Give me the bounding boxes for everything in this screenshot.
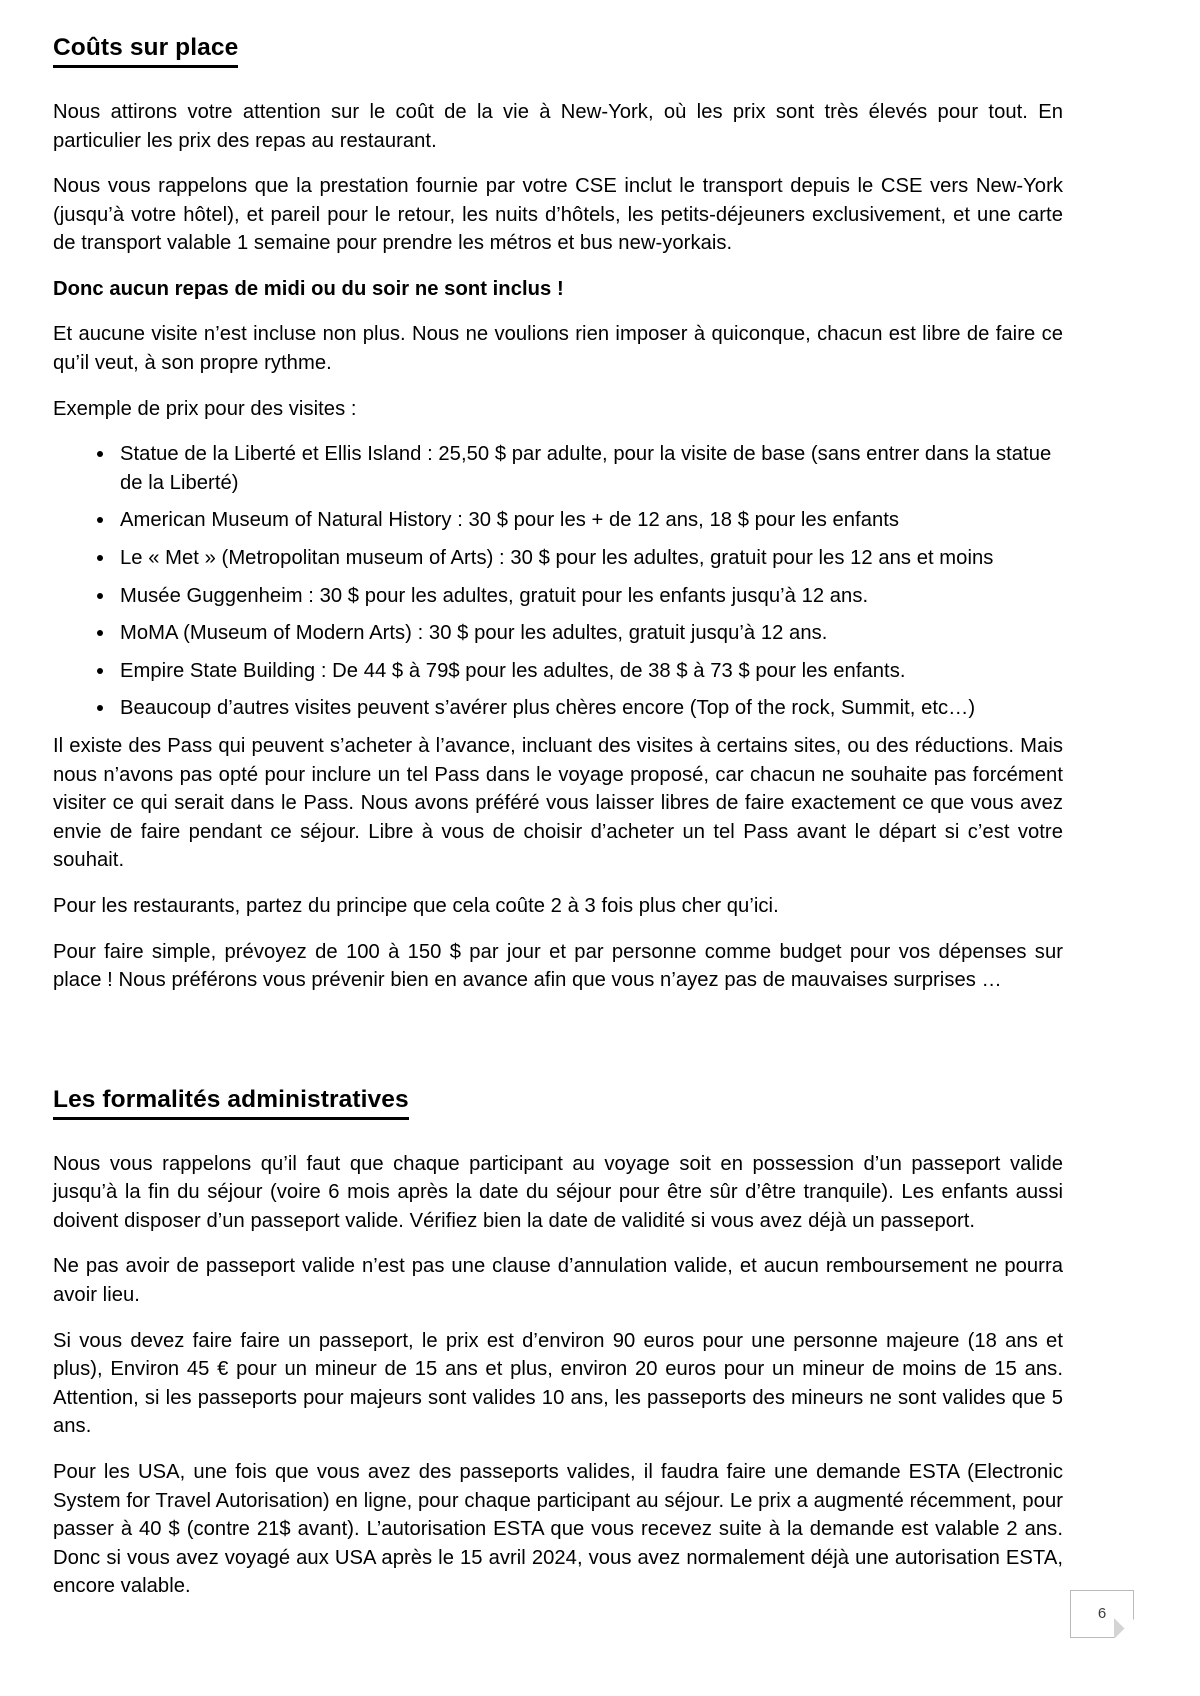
list-item-label: Le « Met » (Metropolitan museum of Arts) : 30 $ pour les adultes, gratuit pour les 12 ans et moins <box>120 547 994 570</box>
list-item <box>53 657 1063 686</box>
page-number-badge <box>1070 1590 1134 1638</box>
paragraph-no-refund: Ne pas avoir de passeport valide n’est pas une clause d’annulation valide, et aucun remboursement ne pourra avoir lieu. <box>53 1255 1063 1307</box>
bullet-dot-icon <box>97 555 103 561</box>
section-heading-costs-wrap <box>53 34 1063 84</box>
bullet-dot-icon <box>97 630 103 636</box>
bullet-dot-icon <box>97 668 103 674</box>
list-item-label: Beaucoup d’autres visites peuvent s’avérer plus chères encore (Top of the rock, Summit, etc…) <box>120 697 976 720</box>
paragraph-daily-budget: Pour faire simple, prévoyez de 100 à 150 $ par jour et par personne comme budget pour vos dépenses sur place ! Nous préférons vous prévenir bien en avance afin que vous n’ayez pas de mauvaises surprises … <box>53 940 1063 992</box>
list-item-label: Musée Guggenheim : 30 $ pour les adultes, gratuit pour les enfants jusqu’à 12 ans. <box>120 584 869 607</box>
list-item <box>53 506 1063 535</box>
list-item <box>53 582 1063 611</box>
bullet-dot-icon <box>97 517 103 523</box>
paragraph-restaurant-costs: Pour les restaurants, partez du principe que cela coûte 2 à 3 fois plus cher qu’ici. <box>53 894 779 917</box>
paragraph-no-visits-included: Et aucune visite n’est incluse non plus. Nous ne voulions rien imposer à quiconque, chacun est libre de faire ce qu’il veut, à son propre rythme. <box>53 323 1063 375</box>
visit-price-list <box>53 440 1063 723</box>
paragraph-cost-of-living: Nous attirons votre attention sur le coût de la vie à New-York, où les prix sont très élevés pour tout. En particulier les prix des repas au restaurant. <box>53 100 1063 152</box>
paragraph-esta: Pour les USA, une fois que vous avez des passeports valides, il faudra faire une demande ESTA (Electronic System for Travel Autorisation) en ligne, pour chaque participant au séjour. Le prix a augmenté récemment, pour passer à 40 $ (contre 21$ avant). L’autorisation ESTA que vous recevez suite à la demande est valable 2 ans. Donc si vous avez voyagé aux USA après le 15 avril 2024, vous avez normalement déjà une autorisation ESTA, encore valable. <box>53 1461 1063 1598</box>
section-heading-costs: Coûts sur place <box>53 34 238 68</box>
paragraph-passport-requirement: Nous vous rappelons qu’il faut que chaque participant au voyage soit en possession d’un passeport valide jusqu’à la fin du séjour (voire 6 mois après la date du séjour pour être sûr d’être tranquile). Les enfants aussi doivent disposer d’un passeport valide. Vérifiez bien la date de validité si vous avez déjà un passeport. <box>53 1152 1063 1232</box>
section-heading-admin: Les formalités administratives <box>53 1086 409 1120</box>
list-item-label: MoMA (Museum of Modern Arts) : 30 $ pour les adultes, gratuit jusqu’à 12 ans. <box>120 622 828 645</box>
section-heading-admin-wrap <box>53 1086 1063 1136</box>
paragraph-no-meals-included: Donc aucun repas de midi ou du soir ne sont inclus ! <box>53 277 564 300</box>
list-item <box>53 619 1063 648</box>
section-spacer <box>53 1012 1063 1086</box>
page-number-label: 6 <box>1097 1604 1107 1622</box>
list-item-label: Empire State Building : De 44 $ à 79$ pour les adultes, de 38 $ à 73 $ pour les enfants. <box>120 659 906 682</box>
paragraph-price-examples-intro: Exemple de prix pour des visites : <box>53 397 357 420</box>
paragraph-cse-inclusions: Nous vous rappelons que la prestation fournie par votre CSE inclut le transport depuis le CSE vers New-York (jusqu’à votre hôtel), et pareil pour le retour, les nuits d’hôtels, les petits-déjeuners exclusivement, et une carte de transport valable 1 semaine pour prendre les métros et bus new-yorkais. <box>53 175 1063 255</box>
bullet-dot-icon <box>97 705 103 711</box>
bullet-dot-icon <box>97 593 103 599</box>
list-item-label: Statue de la Liberté et Ellis Island : 25,50 $ par adulte, pour la visite de base (sans entrer dans la statue de la Liberté) <box>120 443 1052 494</box>
paragraph-passport-prices: Si vous devez faire faire un passeport, le prix est d’environ 90 euros pour une personne majeure (18 ans et plus), Environ 45 € pour un mineur de 15 ans et plus, environ 20 euros pour un mineur de moins de 15 ans. Attention, si les passeports pour majeurs sont valides 10 ans, les passeports des mineurs ne sont valides que 5 ans. <box>53 1329 1063 1438</box>
page-corner-fold-inner-icon <box>1115 1619 1134 1638</box>
paragraph-about-passes: Il existe des Pass qui peuvent s’acheter à l’avance, incluant des visites à certains sites, ou des réductions. Mais nous n’avons pas opté pour inclure un tel Pass dans le voyage proposé, car chacun ne souhaite pas forcément visiter ce qui serait dans le Pass. Nous avons préféré vous laisser libres de faire exactement ce que vous avez envie de faire pendant ce séjour. Libre à vous de choisir d’acheter un tel Pass avant le départ si c’est votre souhait. <box>53 735 1063 872</box>
list-item-label: American Museum of Natural History : 30 $ pour les + de 12 ans, 18 $ pour les enfants <box>120 509 900 532</box>
list-item <box>53 544 1063 573</box>
bullet-dot-icon <box>97 451 103 457</box>
list-item <box>53 694 1063 723</box>
list-item <box>53 440 1063 497</box>
document-body <box>53 34 1063 1601</box>
